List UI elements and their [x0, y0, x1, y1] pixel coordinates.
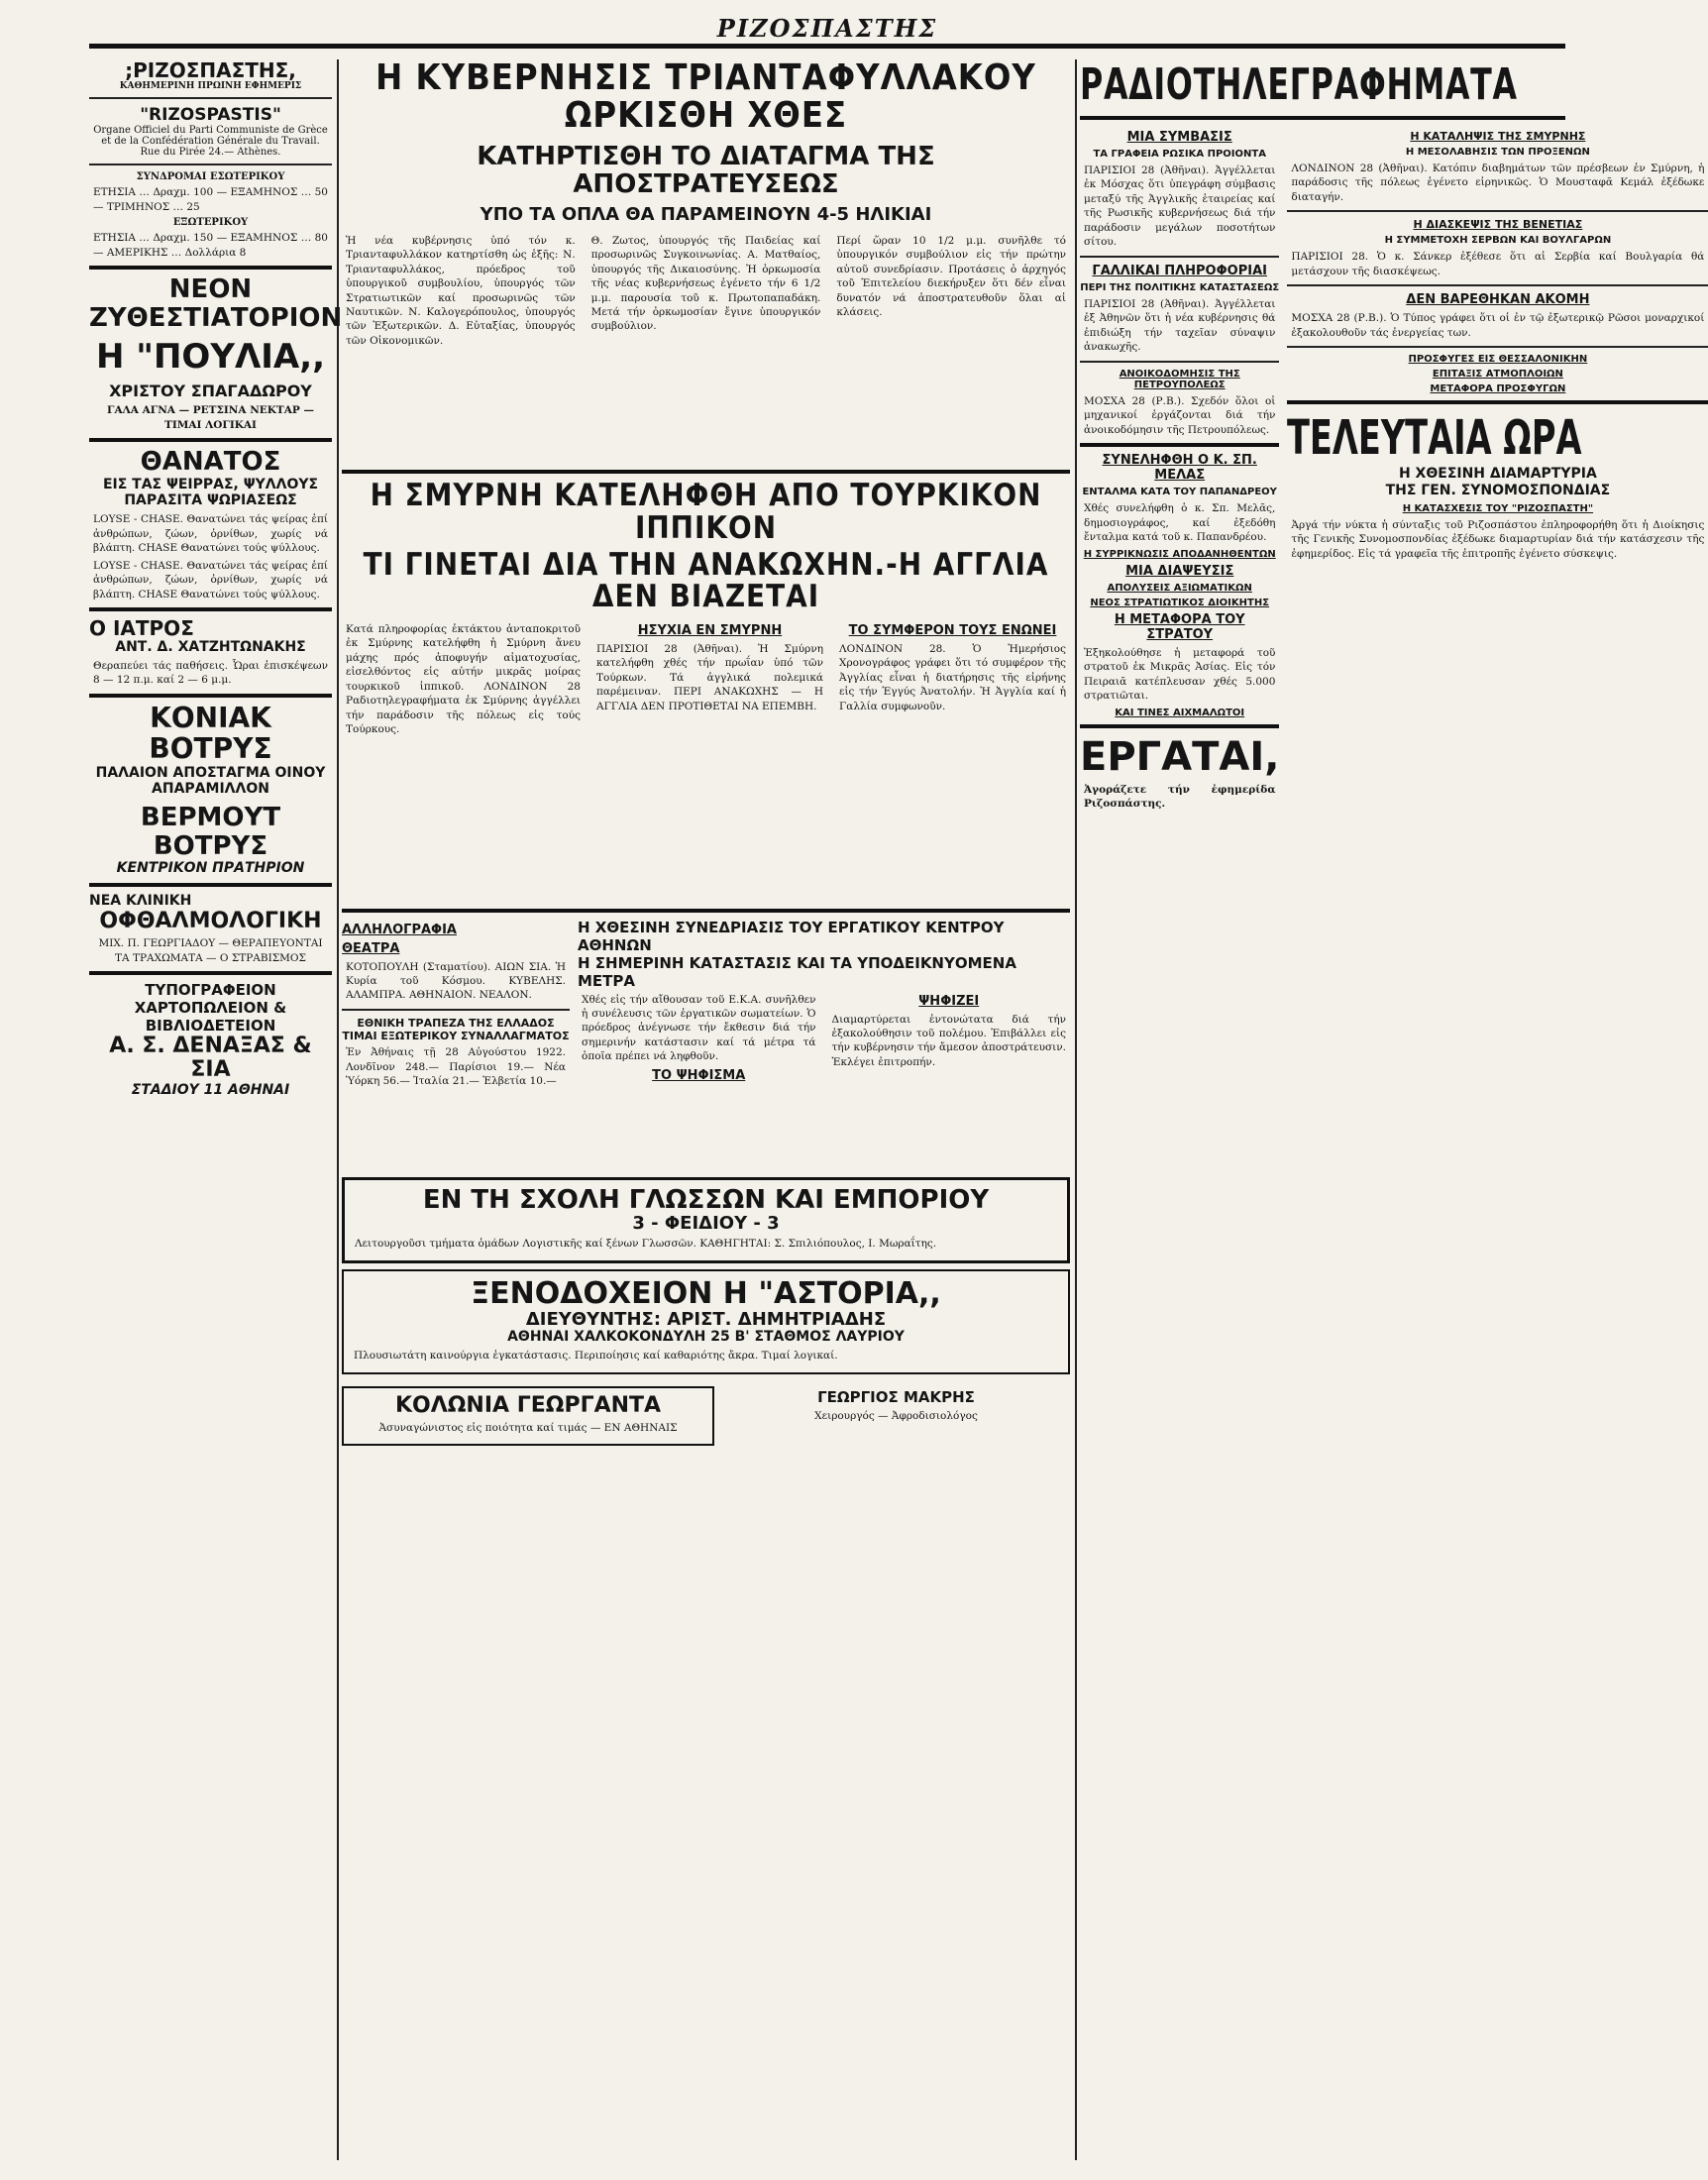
ad-brewery-title: ΝΕΟΝ ΖΥΘΕΣΤΙΑΤΟΡΙΟΝ: [89, 274, 343, 333]
story-government-col3: Περί ὥραν 10 1/2 μ.μ. συνῆλθε τό ὑπουργικόν συμβούλιον εἰς τήν πρώτην αὐτοῦ συνεδρίασιν. Προτάσεις ὁ ἀρχηγός τοῦ Ἐπιτελείου διεκήρυξεν ὅτι δέν εἶναι δυνατόν νά ἀποστρατευθοῦν ὅλαι αἱ κλάσεις.: [836, 234, 1067, 318]
ad-brewery-owner: ΧΡΙΣΤΟΥ ΣΠΑΓΑΔΩΡΟΥ: [109, 381, 312, 400]
column-rule: [1075, 59, 1077, 2160]
ad-printer-name: Α. Σ. ΔΕΝΑΞΑΣ & ΣΙΑ: [109, 1034, 312, 1083]
ships-heading: ΕΠΙΤΑΞΙΣ ΑΤΜΟΠΛΟΙΩΝ: [1432, 369, 1563, 381]
main-subheadline-2: ΥΠΟ ΤΑ ΟΠΛΑ ΘΑ ΠΑΡΑΜΕΙΝΟΥΝ 4-5 ΗΛΙΚΙΑΙ: [480, 203, 932, 225]
bank-heading: ΕΘΝΙΚΗ ΤΡΑΠΕΖΑ ΤΗΣ ΕΛΛΑΔΟΣ: [357, 1016, 555, 1030]
melas-text: Χθές συνελήφθη ὁ κ. Σπ. Μελᾶς, δημοσιογράφος, καί ἐξεδόθη ἔνταλμα κατά τοῦ κ. Παπανδρέου.: [1084, 502, 1276, 544]
ad-brewery-text: ΓΑΛΑ ΑΓΝΑ — ΡΕΤΣΙΝΑ ΝΕΚΤΑΡ — ΤΙΜΑΙ ΛΟΓΙΚΑΙ: [107, 404, 314, 431]
doctor-signature-name: ΓΕΩΡΓΙΟΣ ΜΑΚΡΗΣ: [817, 1387, 975, 1406]
ad-vermouth-title: ΒΕΡΜΟΥΤ ΒΟΤΡΥΣ: [140, 803, 281, 861]
workers-heading: ΕΡΓΑΤΑΙ,: [1080, 733, 1280, 780]
radiotelegrams-title: ΡΑΔΙΟΤΗΛΕΓΡΑΦΗΜΑΤΑ: [1080, 59, 1518, 110]
smyrna-capture-sub: Η ΜΕΣΟΛΑΒΗΣΙΣ ΤΩΝ ΠΡΟΞΕΝΩΝ: [1405, 147, 1590, 158]
ad-school-title: ΕΝ ΤΗ ΣΧΟΛΗ ΓΛΩΣΣΩΝ ΚΑΙ ΕΜΠΟΡΙΟΥ: [422, 1184, 990, 1215]
prisoners-heading: ΚΑΙ ΤΙΝΕΣ ΑΙΧΜΑΛΩΤΟΙ: [1115, 707, 1245, 718]
venice-text: ΠΑΡΙΣΙΟΙ 28. Ὁ κ. Σάνκερ ἐξέθεσε ὅτι αἱ Σερβία καί Βουλγαρία θά μετάσχουν τῆς διασκέψεως.: [1291, 251, 1705, 277]
ad-insecticide-sub: ΕΙΣ ΤΑΣ ΨΕΙΡΡΑΣ, ΨΥΛΛΟΥΣ ΠΑΡΑΣΙΤΑ ΨΩΡΙΑΣΕΩΣ: [102, 476, 319, 509]
paper-name-fr: "RIZOSPASTIS": [140, 105, 281, 125]
story-smyrna-calm: ΠΑΡΙΣΙΟΙ 28 (Ἀθῆναι). Ἡ Σμύρνη κατελήφθη χθές τήν πρωΐαν ὑπό τῶν Τούρκων. Τά ἀγγλικά πολεμικά παρέμειναν. ΠΕΡΙ ΑΝΑΚΩΧΗΣ — Η ΑΓΓΛΙΑ ΔΕΝ ΠΡΟΤΙΘΕΤΑΙ ΝΑ ΕΠΕΜΒΗ.: [596, 642, 823, 712]
subscriptions-rates: ΕΤΗΣΙΑ … Δραχμ. 100 — ΕΞΑΜΗΝΟΣ … 50 — ΤΡΙΜΗΝΟΣ … 25: [93, 186, 328, 213]
doctor-signature-text: Χειρουργός — Ἀφροδισιολόγος: [814, 1409, 978, 1422]
right-column: [1080, 59, 1705, 2160]
paper-address: Rue du Pirée 24.— Athènes.: [140, 147, 281, 159]
story-interest: ΛΟΝΔΙΝΟΝ 28. Ὁ Ἡμερήσιος Χρονογράφος γράφει ὅτι τό συμφέρον τῆς Ἀγγλίας εἶναι ἡ διατήρησις τῆς εἰρήνης εἰς τήν Ἐγγύς Ἀνατολήν. Ἡ Ἀγγλία καί ἡ Γαλλία συμφωνοῦν.: [839, 642, 1066, 712]
petrograd-heading: ΑΝΟΙΚΟΔΟΜΗΣΙΣ ΤΗΣ ΠΕΤΡΟΥΠΟΛΕΩΣ: [1119, 368, 1240, 390]
petrograd-text: ΜΟΣΧΑ 28 (Ρ.Β.). Σχεδόν ὅλοι οἱ μηχανικοί ἐργάζονται διά τήν ἀνοικοδόμησιν τῆς Πετρουπόλεως.: [1084, 394, 1276, 436]
ad-brandy-title: ΚΟΝΙΑΚ ΒΟΤΡΥΣ: [149, 701, 272, 765]
main-headline: Η ΚΥΒΕΡΝΗΣΙΣ ΤΡΙΑΝΤΑΦΥΛΛΑΚΟΥ ΩΡΚΙΣΘΗ ΧΘΕΣ: [375, 57, 1036, 136]
masthead-title: ΡΙΖΟΣΠΑΣΤΗΣ: [716, 14, 938, 43]
labour-headline: Η ΧΘΕΣΙΝΗ ΣΥΝΕΔΡΙΑΣΙΣ ΤΟΥ ΕΡΓΑΤΙΚΟΥ ΚΕΝΤΡΟΥ ΑΘΗΝΩΝ: [578, 918, 1005, 954]
main-subheadline: ΚΑΤΗΡΤΙΣΘΗ ΤΟ ΔΙΑΤΑΓΜΑ ΤΗΣ ΑΠΟΣΤΡΑΤΕΥΣΕΩΣ: [477, 141, 935, 200]
melas-sub: ΕΝΤΑΛΜΑ ΚΑΤΑ ΤΟΥ ΠΑΠΑΝΔΡΕΟΥ: [1082, 487, 1277, 498]
subscriptions-heading: ΣΥΝΔΡΟΜΑΙ ΕΣΩΤΕΡΙΚΟΥ: [136, 171, 285, 183]
last-hour-sub3: Η ΚΑΤΑΣΧΕΣΙΣ ΤΟΥ "ΡΙΖΟΣΠΑΣΤΗ": [1402, 502, 1594, 514]
ad-brewery-name: Η "ΠΟΥΛΙΑ,,: [95, 336, 326, 377]
army-transport-text: Ἐξηκολούθησε ἡ μεταφορά τοῦ στρατοῦ ἐκ Μικρᾶς Ἀσίας. Εἰς τόν Πειραιᾶ κατέπλευσαν χθές 5.000 στρατιῶται.: [1084, 646, 1276, 703]
agreement-text: ΠΑΡΙΣΙΟΙ 28 (Ἀθῆναι). Ἀγγέλλεται ἐκ Μόσχας ὅτι ὑπεγράφη σύμβασις μεταξύ τῆς Ἀγγλικῆς ἑταιρείας καί τῆς Ρωσικῆς κυβερνήσεως διά τήν παράδοσιν μεγάλων ποσοτήτων σίτου.: [1084, 164, 1276, 249]
ad-brandy-store: ΚΕΝΤΡΙΚΟΝ ΠΡΑΤΗΡΙΟΝ: [116, 860, 305, 877]
ad-insecticide-title: ΘΑΝΑΤΟΣ: [140, 447, 281, 478]
ad-clinic-title: ΟΦΘΑΛΜΟΛΟΓΙΚΗ: [99, 908, 322, 933]
last-hour-sub1: Η ΧΘΕΣΙΝΗ ΔΙΑΜΑΡΤΥΡΙΑ: [1398, 466, 1597, 483]
ad-hotel-address: ΑΘΗΝΑΙ ΧΑΛΚΟΚΟΝΔΥΛΗ 25 Β' ΣΤΑΘΜΟΣ ΛΑΥΡΙΟΥ: [507, 1329, 905, 1346]
ad-school: [342, 1177, 1070, 1263]
votes-heading: ΨΗΦΙΖΕΙ: [918, 993, 980, 1009]
ad-printer-title: ΤΥΠΟΓΡΑΦΕΙΟΝ ΧΑΡΤΟΠΩΛΕΙΟΝ & ΒΙΒΛΙΟΔΕΤΕΙΟΝ: [134, 981, 287, 1036]
workers-text: Ἀγοράζετε τήν ἐφημερίδα Ριζοσπάστης.: [1084, 783, 1276, 811]
subscriptions-abroad-rates: ΕΤΗΣΙΑ … Δραχμ. 150 — ΕΞΑΜΗΝΟΣ … 80 — ΑΜΕΡΙΚΗΣ … Δολλάρια 8: [93, 232, 328, 259]
ad-cologne: [342, 1386, 714, 1447]
center-column: [342, 59, 1070, 2160]
army-transport-heading: Η ΜΕΤΑΦΟΡΑ ΤΟΥ ΣΤΡΑΤΟΥ: [1114, 611, 1245, 642]
ad-clinic-text: ΜΙΧ. Π. ΓΕΩΡΓΙΑΔΟΥ — ΘΕΡΑΠΕΥΟΝΤΑΙ ΤΑ ΤΡΑΧΩΜΑΤΑ — Ο ΣΤΡΑΒΙΣΜΟΣ: [98, 937, 323, 964]
votes-text: Διαμαρτύρεται ἐντονώτατα διά τήν ἐξακολούθησιν τοῦ πολέμου. Ἐπιβάλλει εἰς τήν κυβέρνησιν τήν ἄμεσον ἀποστράτευσιν. Ἐκλέγει ἐπιτροπήν.: [831, 1013, 1066, 1068]
ad-doctor-name: ΑΝΤ. Δ. ΧΑΤΖΗΤΩΝΑΚΗΣ: [115, 639, 306, 656]
not-tired-text: ΜΟΣΧΑ 28 (Ρ.Β.). Ὁ Τύπος γράφει ὅτι οἱ ἐν τῷ ἐξωτερικῷ Ρῶσοι μοναρχικοί ἐξακολουθοῦν τάς ἐνεργείας των.: [1291, 312, 1705, 339]
ad-hotel-text: Πλουσιωτάτη καινούργια ἐγκατάστασις. Περιποίησις καί καθαριότης ἄκρα. Τιμαί λογικαί.: [354, 1350, 838, 1362]
ad-doctor-text: Θεραπεύει τάς παθήσεις. Ὧραι ἐπισκέψεων 8 — 12 π.μ. καί 2 — 6 μ.μ.: [93, 659, 328, 687]
ad-school-address: 3 - ΦΕΙΔΙΟΥ - 3: [632, 1213, 780, 1235]
ad-cologne-title: ΚΟΛΩΝΙΑ ΓΕΩΡΓΑΝΤΑ: [394, 1392, 662, 1418]
bank-rates: Ἐν Ἀθήναις τῇ 28 Αὐγούστου 1922. Λονδῖνον 248.— Παρίσιοι 19.— Νέα Ὑόρκη 56.— Ἰταλία 21.— Ἑλβετία 10.—: [346, 1046, 566, 1088]
french-info-heading: ΓΑΛΛΙΚΑΙ ΠΛΗΡΟΦΟΡΙΑΙ: [1092, 263, 1267, 278]
story-government-col1: Ἡ νέα κυβέρνησις ὑπό τόν κ. Τριανταφυλλάκον κατηρτίσθη ὡς ἑξῆς: Ν. Τριανταφυλλάκος, πρόεδρος τοῦ ὑπουργικοῦ συμβουλίου, ὑπουργός τῶν Στρατιωτικῶν καί προσωρινῶς τῶν Ναυτικῶν. Ν. Καλογερόπουλος, ὑπουργός τῶν Ἐξωτερικῶν. Δ. Εὐταξίας, ὑπουργός τῶν Οἰκονομικῶν.: [346, 234, 576, 347]
last-hour-title: ΤΕΛΕΥΤΑΙΑ ΩΡΑ: [1287, 410, 1582, 467]
french-info-sub: ΠΕΡΙ ΤΗΣ ΠΟΛΙΤΙΚΗΣ ΚΑΤΑΣΤΑΣΕΩΣ: [1080, 281, 1280, 293]
bank-subheading: ΤΙΜΑΙ ΕΞΩΤΕΡΙΚΟΥ ΣΥΝΑΛΛΑΓΜΑΤΟΣ: [342, 1030, 570, 1043]
not-tired-heading: ΔΕΝ ΒΑΡΕΘΗΚΑΝ ΑΚΟΜΗ: [1406, 292, 1590, 308]
left-column: [89, 58, 343, 2160]
refugee-transport-heading: ΜΕΤΑΦΟΡΑ ΠΡΟΣΦΥΓΩΝ: [1430, 383, 1566, 395]
theatres-text: ΚΟΤΟΠΟΥΛΗ (Σταματίου). ΑΙΩΝ ΣΙΑ. Ἡ Κυρία τοῦ Κόσμου. ΚΥΒΕΛΗΣ. ΑΛΑΜΠΡΑ. ΑΘΗΝΑΙΟΝ. ΝΕΑΛΟΝ.: [346, 960, 566, 1002]
ad-brandy-sub: ΠΑΛΑΙΟΝ ΑΠΟΣΤΑΓΜΑ ΟΙΝΟΥ ΑΠΑΡΑΜΙΛΛΟΝ: [95, 764, 326, 798]
theatres-heading: ΘΕΑΤΡΑ: [342, 940, 400, 956]
smyrna-capture-text: ΛΟΝΔΙΝΟΝ 28 (Ἀθῆναι). Κατόπιν διαβημάτων τῶν πρέσβεων ἐν Σμύρνη, ἡ παράδοσις τῆς πόλεως ἐγένετο εἰρηνικῶς. Ὁ Μουσταφᾶ Κεμάλ ἐξέδωκε διαταγήν.: [1291, 163, 1705, 203]
smyrna-headline: Η ΣΜΥΡΝΗ ΚΑΤΕΛΗΦΘΗ ΑΠΟ ΤΟΥΡΚΙΚΟΝ ΙΠΠΙΚΟΝ: [370, 478, 1042, 546]
paper-desc-fr: Organe Officiel du Parti Communiste de Grèce et de la Confédération Générale du Travail.: [93, 125, 328, 148]
labour-subheadline: Η ΣΗΜΕΡΙΝΗ ΚΑΤΑΣΤΑΣΙΣ ΚΑΙ ΤΑ ΥΠΟΔΕΙΚΝΥΟΜΕΝΑ ΜΕΤΡΑ: [578, 953, 1016, 990]
ad-insecticide-text: LOYSE - CHASE. Θανατώνει τάς ψείρας ἐπί ἀνθρώπων, ζώων, ὀρνίθων, χωρίς νά βλάπτη. CHASE Θανατώνει τούς ψύλλους.: [93, 513, 328, 555]
agreement-heading: ΜΙΑ ΣΥΜΒΑΣΙΣ: [1126, 130, 1232, 145]
story-interest-heading: ΤΟ ΣΥΜΦΕΡΟΝ ΤΟΥΣ ΕΝΩΝΕΙ: [848, 622, 1057, 638]
ad-hotel-director: ΔΙΕΥΘΥΝΤΗΣ: ΑΡΙΣΤ. ΔΗΜΗΤΡΙΑΔΗΣ: [525, 1308, 887, 1330]
ad-insecticide-text-2: LOYSE - CHASE. Θανατώνει τάς ψείρας ἐπί ἀνθρώπων, ζώων, ὀρνίθων, χωρίς νά βλάπτη. CHASE Θανατώνει τούς ψύλλους.: [93, 559, 328, 600]
smyrna-capture-heading: Η ΚΑΤΑΛΗΨΙΣ ΤΗΣ ΣΜΥΡΝΗΣ: [1410, 130, 1586, 143]
ad-hotel-title: ΞΕΝΟΔΟΧΕΙΟΝ Η "ΑΣΤΟΡΙΑ,,: [471, 1275, 941, 1311]
paper-subtitle: ΚΑΘΗΜΕΡΙΝΗ ΠΡΩΙΝΗ ΕΦΗΜΕΡΙΣ: [119, 81, 302, 91]
ad-hotel: [342, 1269, 1070, 1374]
resolution-heading: ΤΟ ΨΗΦΙΣΜΑ: [652, 1067, 746, 1083]
denial-heading: ΜΙΑ ΔΙΑΨΕΥΣΙΣ: [1125, 563, 1234, 579]
ad-school-text: Λειτουργοῦσι τμήματα ὁμάδων Λογιστικῆς καί ξένων Γλωσσῶν. ΚΑΘΗΓΗΤΑΙ: Σ. Σπιλιόπουλος, Ι. Μωραΐτης.: [355, 1238, 937, 1251]
dismissals-heading: ΑΠΟΛΥΣΕΙΣ ΑΞΙΩΜΑΤΙΚΩΝ: [1107, 582, 1252, 594]
last-hour-text: Ἀργά τήν νύκτα ἡ σύνταξις τοῦ Ριζοσπάστου ἐπληροφορήθη ὅτι ἡ Διοίκησις τῆς Γενικῆς Συνομοσπονδίας ἐξέδωκε διαμαρτυρίαν διά τήν κατάσχεσιν τῆς ἐφημερίδος. Εἰς τά γραφεῖα τῆς ἐπιτροπῆς ἐγένετο σύσκεψις.: [1291, 518, 1705, 560]
masthead: [89, 14, 1565, 49]
story-smyrna-col1: Κατά πληροφορίας ἐκτάκτου ἀνταποκριτοῦ ἐκ Σμύρνης κατελήφθη ἡ Σμύρνη ἄνευ μάχης πρός ἀποφυγήν αἱματοχυσίας, εἰσελθόντος εἰς αὐτήν μικρᾶς μοίρας τουρκικοῦ ἱππικοῦ. ΛΟΝΔΙΝΟΝ 28 Ραδιοτηλεγραφήματα ἐκ Σμύρνης ἀγγέλλει τήν παράδοσιν τῆς πόλεως εἰς τούς Τούρκους.: [346, 622, 581, 736]
subscriptions-abroad-heading: ΕΞΩΤΕΡΙΚΟΥ: [172, 217, 249, 229]
ad-printer-address: ΣΤΑΔΙΟΥ 11 ΑΘΗΝΑΙ: [131, 1082, 290, 1099]
ad-clinic-heading: ΝΕΑ ΚΛΙΝΙΚΗ: [89, 893, 192, 910]
correspondence-heading: ΑΛΛΗΛΟΓΡΑΦΙΑ: [342, 922, 457, 937]
venice-sub: Η ΣΥΜΜΕΤΟΧΗ ΣΕΡΒΩΝ ΚΑΙ ΒΟΥΛΓΑΡΩΝ: [1384, 235, 1612, 247]
story-smyrna-calm-heading: ΗΣΥΧΙΑ ΕΝ ΣΜΥΡΝΗ: [637, 622, 783, 638]
agreement-sub: ΤΑ ΓΡΑΦΕΙΑ ΡΩΣΙΚΑ ΠΡΟΙΟΝΤΑ: [1093, 149, 1266, 160]
refugees-heading: ΠΡΟΣΦΥΓΕΣ ΕΙΣ ΘΕΣΣΑΛΟΝΙΚΗΝ: [1408, 354, 1588, 366]
column-rule: [337, 59, 339, 2160]
french-info-text: ΠΑΡΙΣΙΟΙ 28 (Ἀθῆναι). Ἀγγέλλεται ἐξ Ἀθηνῶν ὅτι ἡ νέα κυβέρνησις θά ἐπιδιώξη τήν ταχεῖαν σύναψιν ἀνακωχῆς.: [1084, 297, 1276, 354]
story-government-col2: Θ. Ζωτος, ὑπουργός τῆς Παιδείας καί προσωρινῶς Συγκοινωνίας. Α. Ματθαίος, ὑπουργός τῆς Δικαιοσύνης. Ἡ ὁρκωμοσία τῆς νέας κυβερνήσεως ἐγένετο τήν 6 1/2 μ.μ. παρουσία τοῦ κ. Πρωτοπαπαδάκη. Μετά τήν ὁρκωμοσίαν ἔγινε ὑπουργικόν συμβούλιον.: [590, 234, 821, 333]
ad-doctor-title: Ο ΙΑΤΡΟΣ: [89, 616, 194, 641]
new-commander-heading: ΝΕΟΣ ΣΤΡΑΤΙΩΤΙΚΟΣ ΔΙΟΙΚΗΤΗΣ: [1090, 597, 1270, 608]
last-hour-sub2: ΤΗΣ ΓΕΝ. ΣΥΝΟΜΟΣΠΟΝΔΙΑΣ: [1385, 483, 1611, 499]
paper-name: ;ΡΙΖΟΣΠΑΣΤΗΣ,: [125, 58, 296, 82]
melas-heading: ΣΥΝΕΛΗΦΘΗ Ο Κ. ΣΠ. ΜΕΛΑΣ: [1102, 453, 1257, 484]
venice-heading: Η ΔΙΑΣΚΕΨΙΣ ΤΗΣ ΒΕΝΕΤΙΑΣ: [1413, 218, 1583, 232]
smyrna-subheadline: ΤΙ ΓΙΝΕΤΑΙ ΔΙΑ ΤΗΝ ΑΝΑΚΩΧΗΝ.-Η ΑΓΓΛΙΑ ΔΕΝ ΒΙΑΖΕΤΑΙ: [363, 546, 1049, 615]
labour-story: Χθές εἰς τήν αἴθουσαν τοῦ Ε.Κ.Α. συνῆλθεν ἡ συνέλευσις τῶν ἐργατικῶν σωματείων. Ὁ πρόεδρος ἀνέγνωσε τήν ἔκθεσιν διά τήν σημερινήν κατάστασιν καί τά μέτρα τά ὁποῖα πρέπει νά ληφθοῦν.: [582, 993, 816, 1063]
ad-cologne-text: Ἀσυναγώνιστος εἰς ποιότητα καί τιμάς — ΕΝ ΑΘΗΝΑΙΣ: [378, 1421, 678, 1434]
shrinkage-heading: Η ΣΥΡΡΙΚΝΩΣΙΣ ΑΠΟΔΑΝΗΘΕΝΤΩΝ: [1083, 548, 1276, 560]
